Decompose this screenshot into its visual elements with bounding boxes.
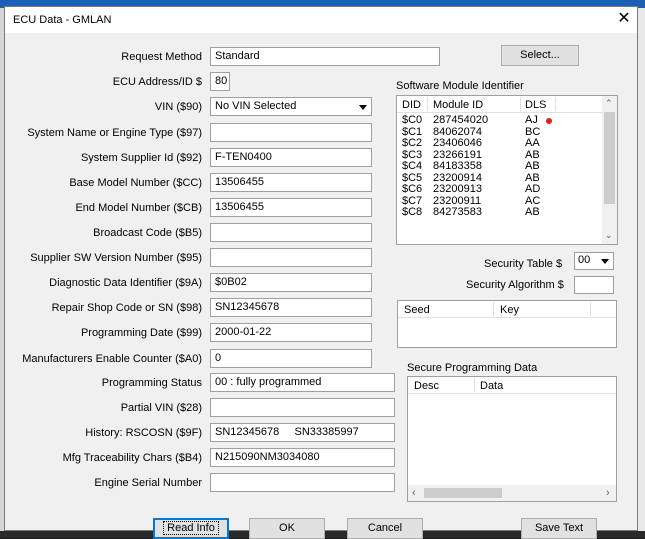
scroll-up-icon[interactable]: ⌃ — [605, 98, 613, 108]
software-module-scrollbar[interactable] — [602, 96, 617, 244]
programming-date-field[interactable]: 2000-01-22 — [210, 323, 372, 342]
column-divider — [520, 97, 521, 111]
software-module-title: Software Module Identifier — [396, 80, 524, 92]
select-button[interactable]: Select... — [501, 45, 579, 66]
close-icon[interactable]: ✕ — [617, 10, 631, 27]
table-row[interactable] — [397, 184, 602, 195]
read-info-button[interactable] — [153, 518, 229, 539]
cell-dls: AA — [525, 137, 540, 149]
cancel-button[interactable]: Cancel — [347, 518, 423, 539]
diagnostic-data-label: Diagnostic Data Identifier ($9A) — [49, 277, 202, 289]
column-divider — [427, 97, 428, 111]
cell-dls: AJ — [525, 114, 538, 126]
cell-did: $C6 — [402, 183, 423, 195]
security-algorithm-field[interactable] — [574, 276, 614, 294]
cell-did: $C1 — [402, 125, 423, 138]
request-method-field[interactable]: Standard — [210, 47, 440, 66]
scroll-down-icon[interactable]: ⌄ — [605, 230, 613, 240]
cell-did: $C0 — [402, 114, 423, 126]
system-name-field[interactable] — [210, 123, 372, 142]
table-row[interactable] — [397, 150, 602, 161]
read-info-label: Read Info — [163, 521, 219, 535]
cell-did: $C3 — [402, 148, 423, 161]
column-header-module-id[interactable]: Module ID — [433, 99, 484, 111]
background-window-right — [638, 8, 645, 538]
table-row[interactable] — [397, 196, 602, 207]
security-algorithm-label: Security Algorithm $ — [466, 279, 564, 291]
vin-selected-value: No VIN Selected — [215, 100, 297, 112]
secure-programming-hscrollbar[interactable] — [408, 485, 616, 501]
column-header-data[interactable]: Data — [480, 380, 504, 392]
cell-module-id: 23406046 — [433, 137, 482, 149]
system-supplier-field[interactable]: F-TEN0400 — [210, 148, 372, 167]
column-divider — [474, 378, 475, 392]
partial-vin-label: Partial VIN ($28) — [120, 402, 202, 414]
seed-key-header — [398, 301, 616, 318]
cell-module-id: 23200913 — [433, 183, 482, 195]
end-model-label: End Model Number ($CB) — [75, 202, 202, 214]
table-row[interactable] — [397, 115, 602, 126]
base-model-label: Base Model Number ($CC) — [69, 177, 202, 189]
cell-dls: AB — [525, 171, 540, 184]
ecu-data-dialog — [4, 6, 638, 534]
cell-did: $C4 — [402, 160, 423, 172]
chevron-down-icon — [601, 259, 609, 264]
cell-did: $C7 — [402, 194, 423, 207]
table-row[interactable] — [397, 207, 602, 218]
cell-did: $C8 — [402, 206, 423, 218]
partial-vin-field[interactable] — [210, 398, 395, 417]
cell-dls: AD — [525, 183, 541, 195]
seed-key-list[interactable] — [397, 300, 617, 348]
ok-button[interactable]: OK — [249, 518, 325, 539]
base-model-field[interactable]: 13506455 — [210, 173, 372, 192]
vin-dropdown[interactable] — [210, 97, 372, 116]
column-header-key[interactable]: Key — [500, 304, 519, 316]
column-header-dls[interactable]: DLS — [525, 99, 547, 111]
security-table-dropdown[interactable] — [574, 252, 614, 270]
repair-shop-label: Repair Shop Code or SN ($98) — [51, 302, 202, 314]
cell-dls: AC — [525, 194, 541, 207]
cell-dls: AB — [525, 148, 540, 161]
ecu-address-label: ECU Address/ID $ — [112, 76, 202, 88]
software-module-header — [397, 96, 602, 113]
engine-serial-label: Engine Serial Number — [94, 477, 202, 489]
column-header-desc[interactable]: Desc — [414, 380, 440, 392]
table-row[interactable] — [397, 173, 602, 184]
diagnostic-data-field[interactable]: $0B02 — [210, 273, 372, 292]
request-method-label: Request Method — [121, 51, 202, 63]
column-header-did[interactable]: DID — [402, 99, 421, 111]
scrollbar-thumb[interactable] — [604, 112, 615, 204]
vin-label: VIN ($90) — [154, 101, 202, 113]
history-field[interactable]: SN12345678 SN33385997 — [210, 423, 395, 442]
cell-dls: AB — [525, 206, 540, 218]
secure-programming-header — [408, 377, 616, 394]
system-supplier-label: System Supplier Id ($92) — [80, 152, 202, 164]
cell-module-id: 23200914 — [433, 171, 482, 184]
security-table-label: Security Table $ — [484, 258, 563, 270]
programming-date-label: Programming Date ($99) — [80, 327, 202, 339]
cell-module-id: 84062074 — [433, 125, 482, 138]
enable-counter-label: Manufacturers Enable Counter ($A0) — [22, 353, 202, 365]
secure-programming-title: Secure Programming Data — [407, 362, 538, 374]
supplier-sw-version-field[interactable] — [210, 248, 372, 267]
column-divider — [590, 302, 591, 316]
cell-module-id: 23200911 — [433, 194, 482, 207]
cell-dls: BC — [525, 125, 541, 138]
save-text-button[interactable]: Save Text — [521, 518, 597, 539]
scroll-right-icon[interactable]: › — [606, 487, 610, 499]
column-divider — [493, 302, 494, 316]
column-header-seed[interactable]: Seed — [404, 304, 430, 316]
table-row[interactable] — [397, 161, 602, 172]
dialog-titlebar — [5, 7, 637, 33]
cell-module-id: 84183358 — [433, 160, 482, 172]
programming-status-field[interactable]: 00 : fully programmed — [210, 373, 395, 392]
supplier-sw-version-label: Supplier SW Version Number ($95) — [30, 252, 202, 264]
broadcast-code-field[interactable] — [210, 223, 372, 242]
dialog-title: ECU Data - GMLAN — [13, 14, 112, 26]
cell-did: $C2 — [402, 137, 423, 149]
mfg-traceability-label: Mfg Traceability Chars ($B4) — [62, 452, 202, 464]
column-divider — [555, 97, 556, 111]
programming-status-label: Programming Status — [101, 377, 202, 389]
end-model-field[interactable]: 13506455 — [210, 198, 372, 217]
scroll-left-icon[interactable]: ‹ — [412, 487, 416, 499]
enable-counter-field[interactable]: 0 — [210, 349, 372, 368]
mfg-traceability-field[interactable]: N215090NM3034080 — [210, 448, 395, 467]
secure-programming-list[interactable] — [407, 376, 617, 502]
cell-module-id: 23266191 — [433, 148, 482, 161]
cell-did: $C5 — [402, 171, 423, 184]
cell-module-id: 287454020 — [433, 114, 489, 126]
table-row[interactable] — [397, 127, 602, 138]
chevron-down-icon — [359, 105, 367, 110]
engine-serial-field[interactable] — [210, 473, 395, 492]
repair-shop-field[interactable]: SN12345678 — [210, 298, 372, 317]
software-module-list[interactable] — [396, 95, 618, 245]
table-row[interactable] — [397, 138, 602, 149]
security-table-value: 00 — [578, 254, 591, 266]
history-label: History: RSCOSN ($9F) — [85, 427, 202, 439]
system-name-label: System Name or Engine Type ($97) — [27, 127, 202, 139]
broadcast-code-label: Broadcast Code ($B5) — [93, 227, 202, 239]
scrollbar-thumb[interactable] — [424, 488, 502, 498]
ecu-address-field[interactable]: 80 — [210, 72, 230, 91]
cell-module-id: 84273583 — [433, 206, 482, 218]
status-dot-icon — [546, 118, 552, 124]
cell-dls: AB — [525, 160, 540, 172]
